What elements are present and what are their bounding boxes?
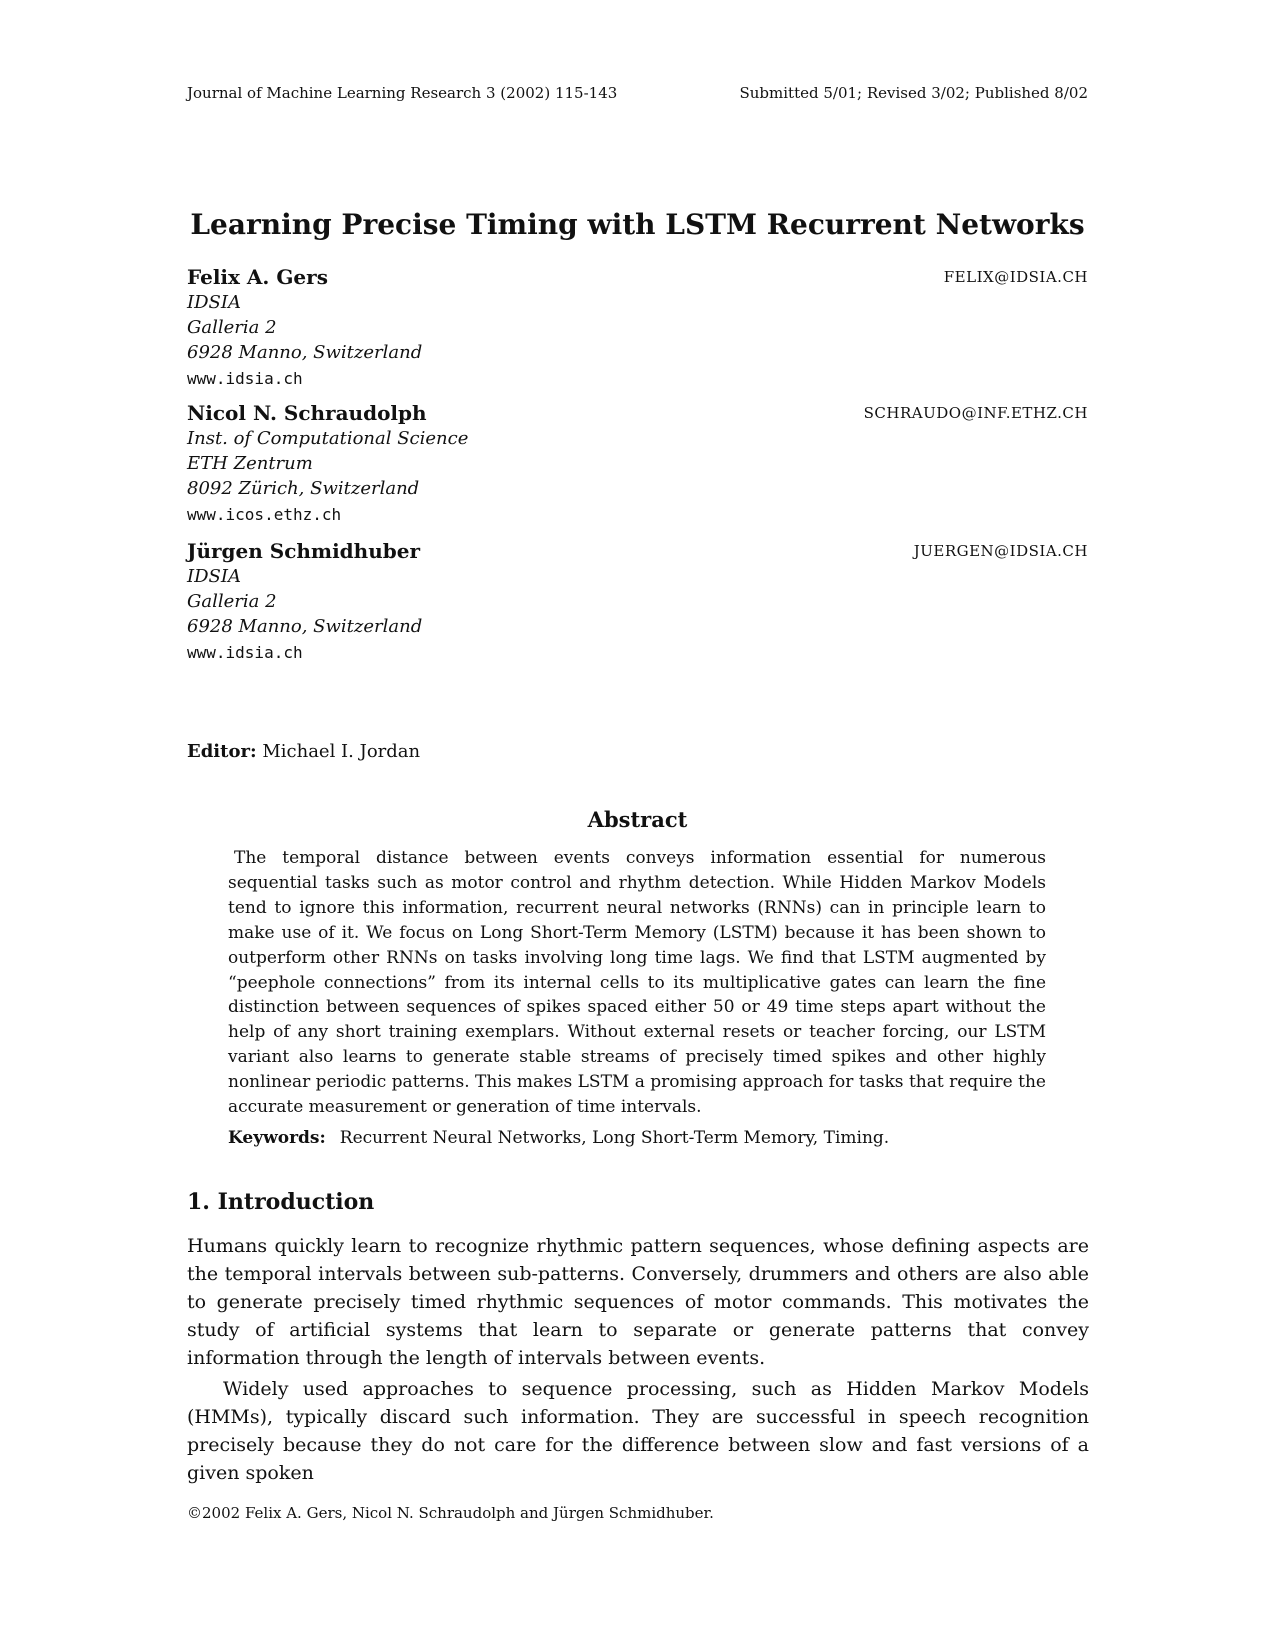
editor-line	[187, 740, 420, 764]
author-url: www.idsia.ch	[187, 643, 303, 662]
section-body	[187, 1232, 1089, 1490]
body-paragraph: Widely used approaches to sequence processing, such as Hidden Markov Models (HMMs), typically discard such information. They are successful in speech recognition precisely because they do not care for the difference between slow and fast versions of a given spoken	[187, 1378, 1089, 1484]
keywords-line	[228, 1126, 889, 1150]
section-heading: 1. Introduction	[187, 1189, 375, 1215]
author-affiliation-line: 6928 Manno, Switzerland	[187, 616, 423, 637]
author-email: SCHRAUDO@INF.ETHZ.CH	[863, 404, 1088, 422]
author-affiliation-line: 6928 Manno, Switzerland	[187, 342, 423, 363]
running-header-journal: Journal of Machine Learning Research 3 (2002) 115-143	[187, 84, 618, 102]
author-name: Felix A. Gers	[187, 265, 328, 289]
author-url: www.icos.ethz.ch	[187, 505, 342, 524]
editor-label: Editor:	[187, 741, 257, 762]
author-name: Jürgen Schmidhuber	[187, 539, 420, 563]
author-block	[187, 538, 1088, 665]
keywords-label: Keywords:	[228, 1128, 326, 1148]
author-block	[187, 264, 1088, 391]
author-url: www.idsia.ch	[187, 369, 303, 388]
running-header-dates: Submitted 5/01; Revised 3/02; Published 8/02	[739, 84, 1088, 102]
abstract-text: The temporal distance between events conveys information essential for numerous sequential tasks such as motor control and rhythm detection. While Hidden Markov Models tend to ignore this information, recurrent neural networks (RNNs) can in principle learn to make use of it. We focus on Long Short-Term Memory (LSTM) because it has been shown to outperform other RNNs on tasks involving long time lags. We find that LSTM augmented by “peephole connections” from its internal cells to its multiplicative gates can learn the fine distinction between sequences of spikes spaced either 50 or 49 time steps apart without the help of any short training exemplars. Without external resets or teacher forcing, our LSTM variant also learns to generate stable streams of precisely timed spikes and other highly nonlinear periodic patterns. This makes LSTM a promising approach for tasks that require the accurate measurement or generation of time intervals.	[228, 848, 1046, 1118]
author-affiliation-line: IDSIA	[187, 566, 241, 587]
author-email: JUERGEN@IDSIA.CH	[913, 542, 1088, 560]
author-affiliation-line: ETH Zentrum	[187, 453, 313, 474]
author-name: Nicol N. Schraudolph	[187, 401, 427, 425]
author-block	[187, 400, 1088, 527]
author-affiliation-line: Galleria 2	[187, 317, 277, 338]
body-paragraph: Humans quickly learn to recognize rhythmic pattern sequences, whose defining aspects are the temporal intervals between sub-patterns. Conversely, drummers and others are also able to generate precisely timed rhythmic sequences of motor commands. This motivates the study of artificial systems that learn to separate or generate patterns that convey information through the length of intervals between events.	[187, 1235, 1089, 1369]
editor-name: Michael I. Jordan	[262, 741, 421, 762]
author-affiliation-line: Galleria 2	[187, 591, 277, 612]
author-affiliation-line: 8092 Zürich, Switzerland	[187, 478, 420, 499]
copyright-footer: ©2002 Felix A. Gers, Nicol N. Schraudolph and Jürgen Schmidhuber.	[187, 1504, 714, 1522]
paper-title: Learning Precise Timing with LSTM Recurrent Networks	[190, 208, 1085, 241]
keywords-list: Recurrent Neural Networks, Long Short-Term Memory, Timing.	[339, 1128, 890, 1148]
abstract-heading: Abstract	[587, 807, 688, 832]
author-email: FELIX@IDSIA.CH	[943, 268, 1088, 286]
author-affiliation-line: Inst. of Computational Science	[187, 428, 469, 449]
author-affiliation-line: IDSIA	[187, 292, 241, 313]
